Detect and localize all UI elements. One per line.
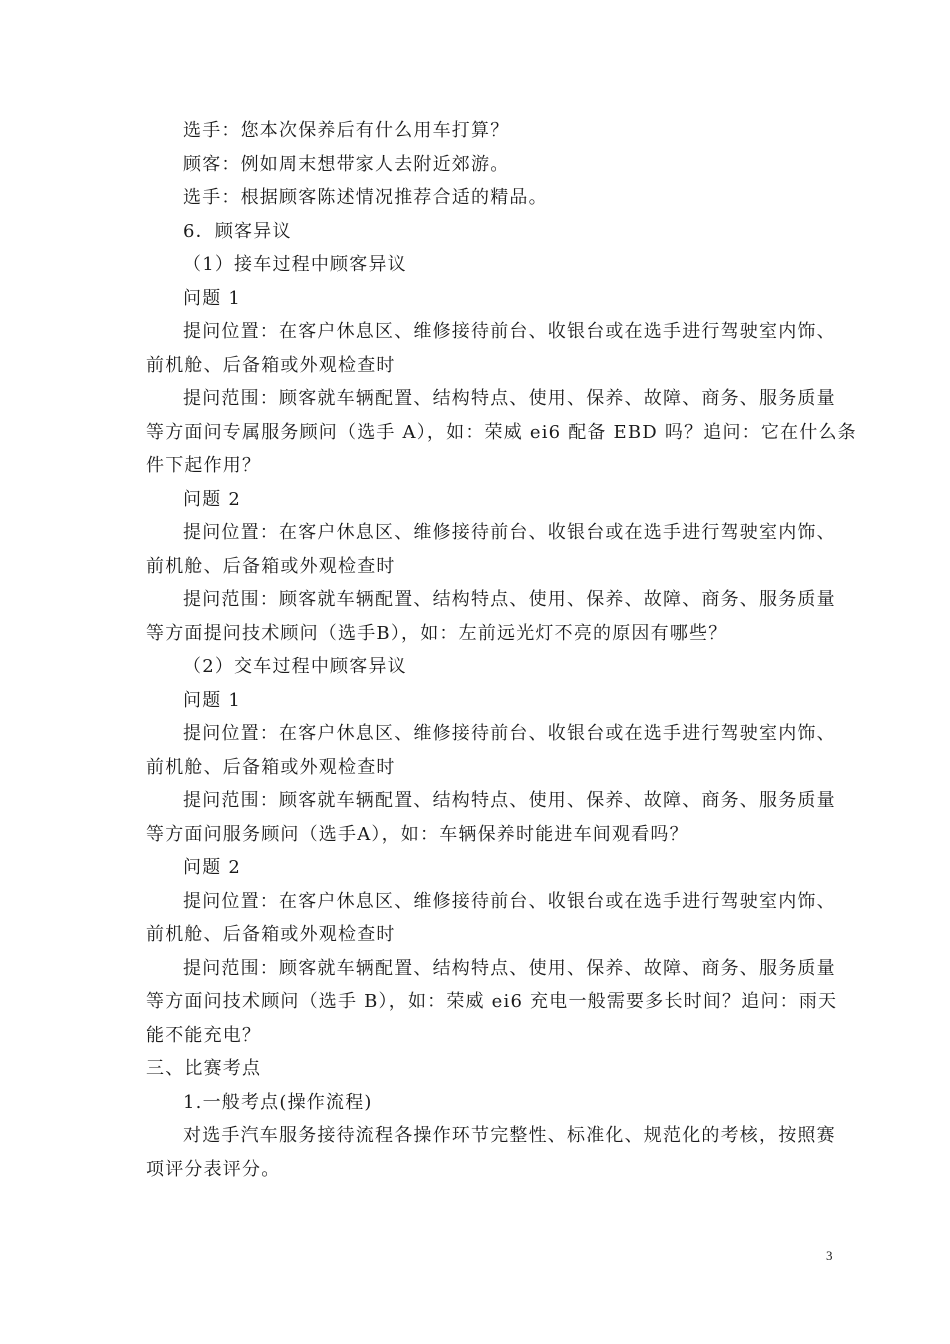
text-line: 选手：您本次保养后有什么用车打算？	[183, 120, 510, 141]
text-line: 问题 2	[183, 488, 241, 510]
text-line: 问题 2	[183, 857, 241, 878]
text-line: 6．顾客异议	[183, 220, 292, 242]
text-line: 提问位置：在客户休息区、维修接待前台、收银台或在选手进行驾驶室内饰、	[183, 321, 836, 342]
text-line: 三、比赛考点	[146, 1058, 262, 1079]
text-line: 前机舱、后备箱或外观检查时	[146, 924, 396, 945]
text-line: 提问范围：顾客就车辆配置、结构特点、使用、保养、故障、商务、服务质量	[183, 388, 836, 409]
text-line: 等方面问专属服务顾问（选手 A），如：荣威 ei6 配备 EBD 吗？追问：它在什么条	[146, 421, 857, 443]
text-line: 前机舱、后备箱或外观检查时	[146, 756, 396, 778]
text-line: （1）接车过程中顾客异议	[183, 254, 407, 275]
text-line: 提问范围：顾客就车辆配置、结构特点、使用、保养、故障、商务、服务质量	[183, 790, 836, 811]
text-line: 顾客：例如周末想带家人去附近郊游。	[183, 153, 510, 175]
page-number: 3	[826, 1248, 833, 1263]
text-line: 选手：根据顾客陈述情况推荐合适的精品。	[183, 187, 548, 208]
text-line: 提问范围：顾客就车辆配置、结构特点、使用、保养、故障、商务、服务质量	[183, 957, 836, 979]
text-line: 前机舱、后备箱或外观检查时	[146, 354, 396, 376]
text-line: 提问位置：在客户休息区、维修接待前台、收银台或在选手进行驾驶室内饰、	[183, 890, 836, 912]
text-line: 等方面提问技术顾问（选手B），如：左前远光灯不亮的原因有哪些？	[146, 622, 728, 644]
text-line: 等方面问技术顾问（选手 B），如：荣威 ei6 充电一般需要多长时间？追问：雨天	[146, 991, 838, 1012]
text-line: 提问位置：在客户休息区、维修接待前台、收银台或在选手进行驾驶室内饰、	[183, 723, 836, 744]
text-line: 问题 1	[183, 689, 241, 711]
text-line: 件下起作用？	[146, 455, 262, 476]
text-line: 等方面问服务顾问（选手A），如：车辆保养时能进车间观看吗？	[146, 823, 689, 845]
text-line: （2）交车过程中顾客异议	[183, 656, 407, 677]
text-line: 提问范围：顾客就车辆配置、结构特点、使用、保养、故障、商务、服务质量	[183, 589, 836, 610]
text-line: 提问位置：在客户休息区、维修接待前台、收银台或在选手进行驾驶室内饰、	[183, 522, 836, 543]
text-line: 项评分表评分。	[146, 1158, 281, 1180]
text-line: 问题 1	[183, 287, 241, 309]
text-line: 前机舱、后备箱或外观检查时	[146, 555, 396, 577]
text-line: 1.一般考点(操作流程)	[183, 1091, 373, 1113]
text-line: 对选手汽车服务接待流程各操作环节完整性、标准化、规范化的考核，按照赛	[183, 1125, 836, 1146]
text-line: 能不能充电？	[146, 1024, 262, 1046]
document-body	[146, 114, 857, 1186]
